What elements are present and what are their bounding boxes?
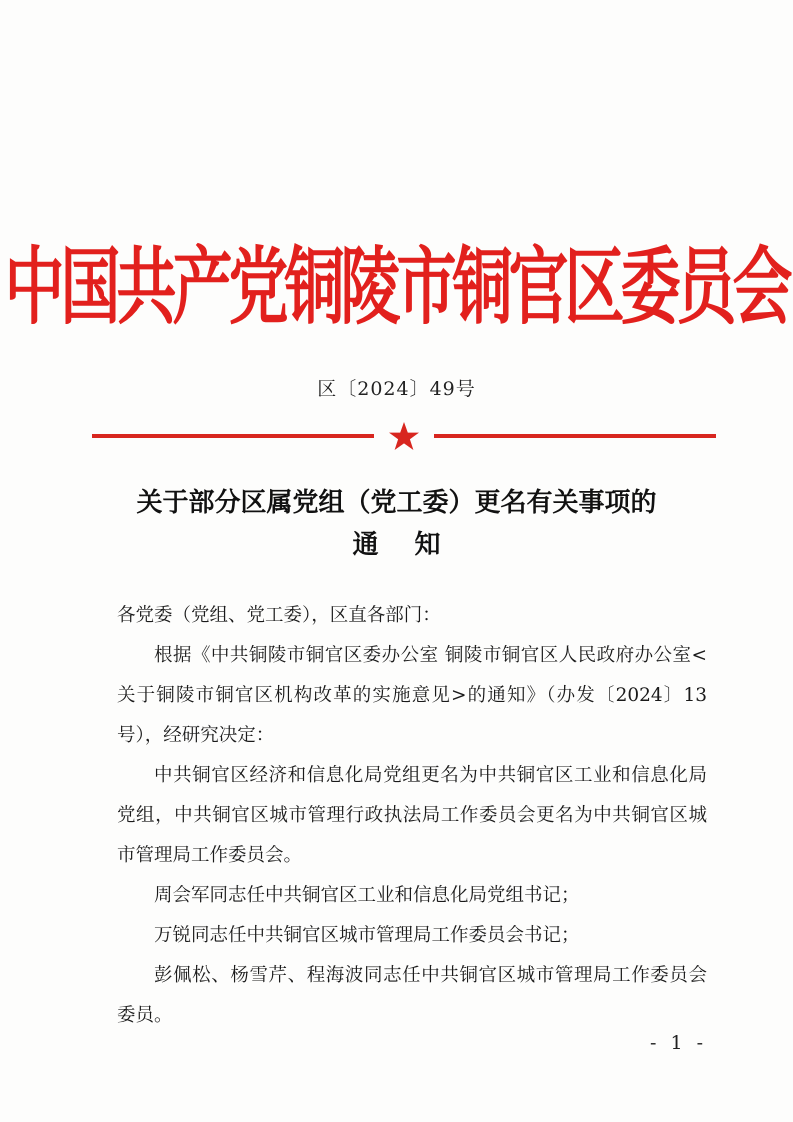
document-body [117, 596, 707, 1036]
page-number: - 1 - [650, 1032, 708, 1054]
body-paragraph: 中共铜官区经济和信息化局党组更名为中共铜官区工业和信息化局党组，中共铜官区城市管理行政执法局工作委员会更名为中共铜官区城市管理局工作委员会。 [117, 765, 707, 866]
document-title-line-1: 关于部分区属党组（党工委）更名有关事项的 [136, 488, 657, 518]
divider-line-left [92, 434, 374, 438]
masthead-title: 中国共产党铜陵市铜官区委员会 [4, 239, 789, 337]
divider-line-right [434, 434, 716, 438]
body-paragraph: 万锐同志任中共铜官区城市管理局工作委员会书记； [154, 925, 580, 946]
red-star-icon [388, 421, 420, 453]
salutation: 各党委（党组、党工委），区直各部门： [117, 605, 441, 626]
body-paragraph: 周会军同志任中共铜官区工业和信息化局党组书记； [154, 885, 580, 906]
document-title-line-2: 通知 [352, 530, 477, 560]
document-number: 区〔2024〕49号 [317, 378, 476, 400]
red-divider [92, 421, 716, 457]
body-paragraph: 根据《中共铜陵市铜官区委办公室 铜陵市铜官区人民政府办公室<关于铜陵市铜官区机构改革的实施意见>的通知》（办发〔2024〕13号），经研究决定： [117, 645, 707, 746]
body-paragraph: 彭佩松、杨雪芹、程海波同志任中共铜官区城市管理局工作委员会委员。 [117, 965, 707, 1026]
